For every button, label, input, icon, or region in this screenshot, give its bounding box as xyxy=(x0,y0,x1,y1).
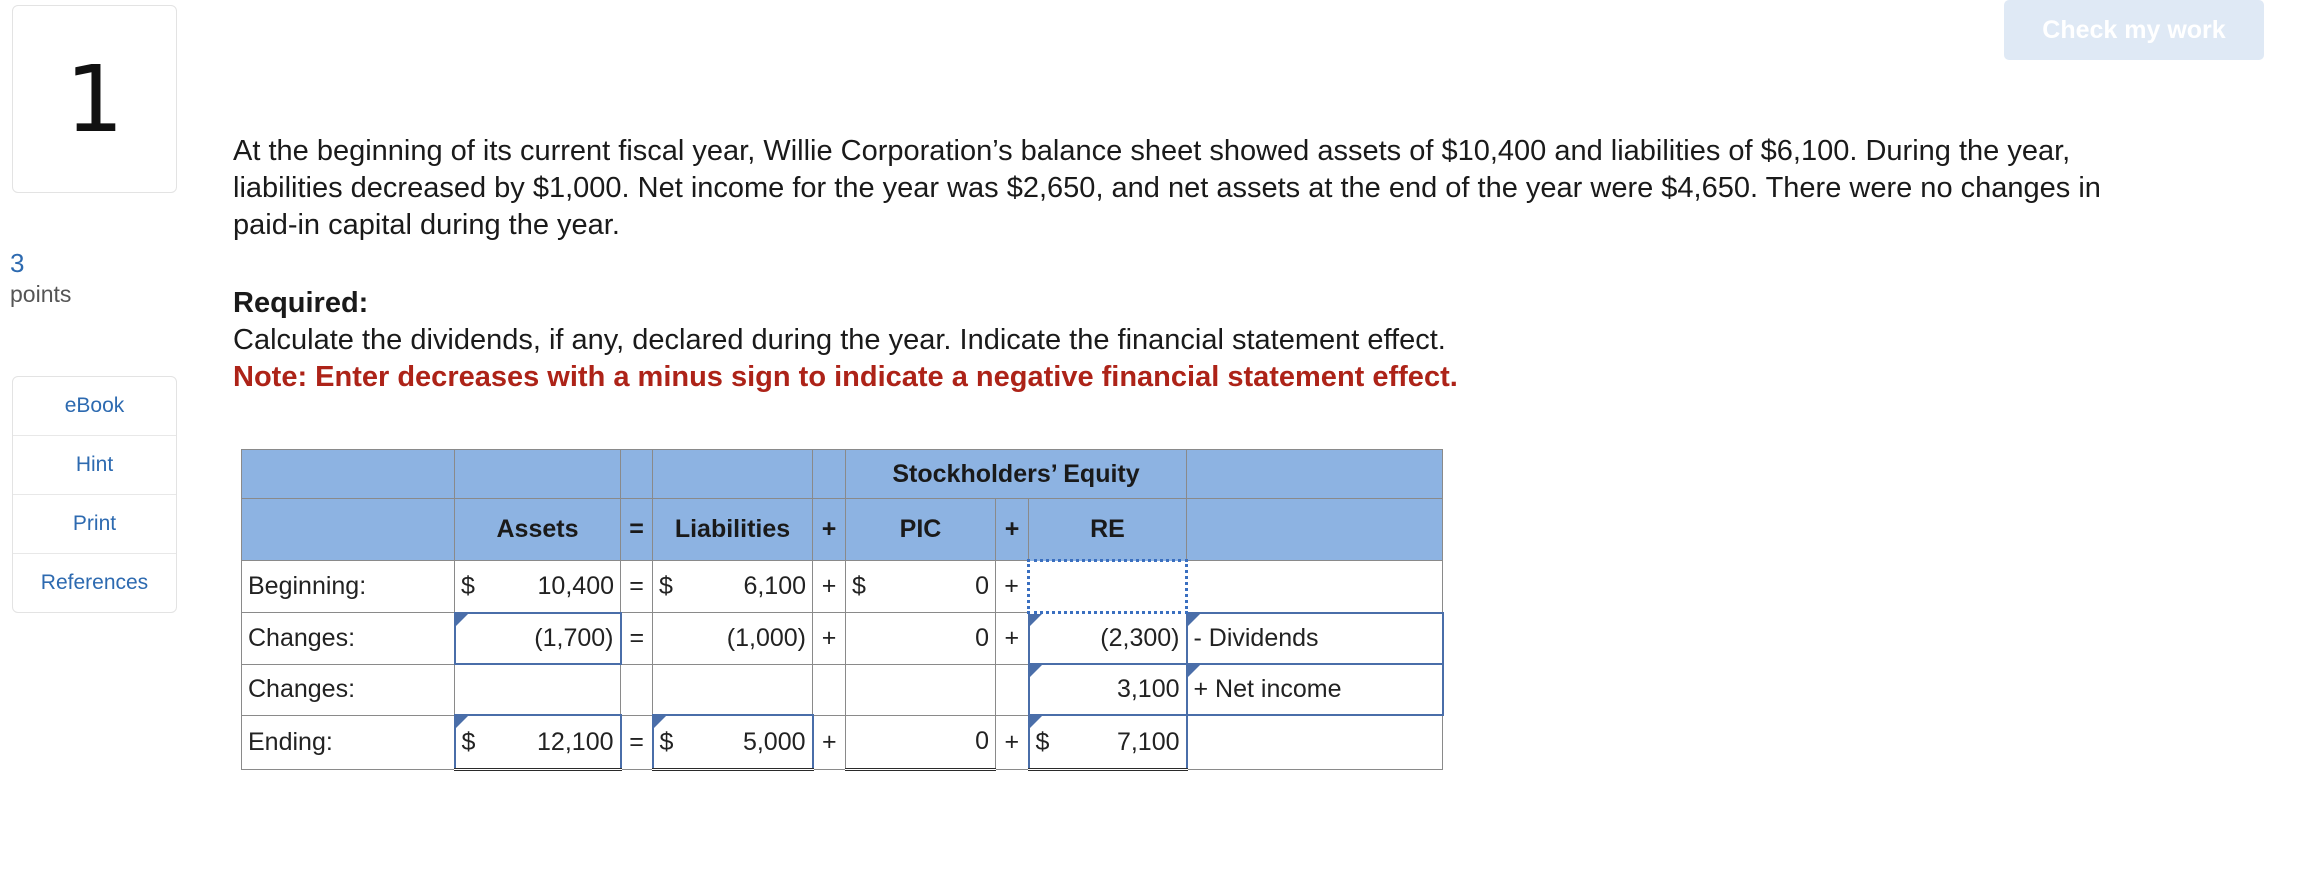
header-row-group xyxy=(242,450,1443,499)
print-link[interactable]: Print xyxy=(13,495,176,554)
table-row-ending xyxy=(242,715,1443,770)
re-value: 7,100 xyxy=(1116,727,1180,756)
hint-link[interactable]: Hint xyxy=(13,436,176,495)
currency-symbol: $ xyxy=(659,727,674,756)
plus-sign: + xyxy=(813,613,846,665)
pic-value: 0 xyxy=(846,613,996,665)
pic-cell xyxy=(846,664,996,715)
dividends-description-input[interactable] xyxy=(1187,613,1443,665)
required-text: Calculate the dividends, if any, declared during the year. Indicate the financial statement effect. xyxy=(233,324,1446,356)
financial-statement-effects-table xyxy=(241,449,1444,771)
re-ending-input[interactable] xyxy=(1029,715,1187,770)
description-cell xyxy=(1187,715,1443,770)
description-cell xyxy=(1187,561,1443,613)
plus-sign: + xyxy=(813,561,846,613)
question-text: At the beginning of its current fiscal year, Willie Corporation’s balance sheet showed assets of $10,400 and liabilities of $6,100. During the year, liabilities decreased by $1,000. Net income for the year was $2,650, and net assets at the end of the year were $4,650. There were no changes in paid-in capital during the year. xyxy=(233,135,2101,241)
liabilities-ending-input[interactable] xyxy=(653,715,813,770)
assets-cell xyxy=(455,561,621,613)
question-number-box xyxy=(12,5,177,193)
question-number: 1 xyxy=(65,45,124,153)
liabilities-cell xyxy=(653,664,813,715)
equals-sign: = xyxy=(621,715,653,770)
assets-header: Assets xyxy=(455,499,621,561)
re-value: 3,100 xyxy=(1116,675,1180,703)
liabilities-value: 6,100 xyxy=(743,572,806,600)
currency-symbol: $ xyxy=(852,572,866,600)
liabilities-value: 5,000 xyxy=(742,727,806,756)
re-net-income-input[interactable] xyxy=(1029,664,1187,715)
currency-symbol: $ xyxy=(461,571,475,600)
currency-symbol: $ xyxy=(1035,727,1050,756)
table-row-changes-net-income xyxy=(242,664,1443,715)
pic-value: 0 xyxy=(975,572,989,600)
currency-symbol: $ xyxy=(659,572,673,600)
assets-ending-input[interactable] xyxy=(455,715,621,770)
re-value: (2,300) xyxy=(1100,624,1180,652)
equals-sign: = xyxy=(621,561,653,613)
table-row-beginning xyxy=(242,561,1443,613)
re-dividends-input[interactable] xyxy=(1029,613,1187,665)
row-label: Changes: xyxy=(242,613,455,665)
plus-sign: + xyxy=(813,715,846,770)
pic-header: PIC xyxy=(846,499,996,561)
liabilities-value: (1,000) xyxy=(653,613,813,665)
points-value: 3 xyxy=(10,248,25,278)
plus-sign: + xyxy=(996,561,1029,613)
description-text: - Dividends xyxy=(1193,623,1319,652)
question-body xyxy=(233,133,2153,396)
points-indicator xyxy=(10,248,71,310)
equals-sign xyxy=(621,664,653,715)
liabilities-header: Liabilities xyxy=(653,499,813,561)
references-link[interactable]: References xyxy=(40,571,149,594)
ebook-link[interactable]: eBook xyxy=(13,377,176,436)
equals-header: = xyxy=(621,499,653,561)
check-my-work-button[interactable]: Check my work xyxy=(2004,0,2264,60)
pic-value: 0 xyxy=(846,715,996,770)
liabilities-cell xyxy=(653,561,813,613)
table-row-changes-dividends xyxy=(242,613,1443,665)
plus-header: + xyxy=(996,499,1029,561)
plus-sign: + xyxy=(996,715,1029,770)
pic-cell xyxy=(846,561,996,613)
re-header: RE xyxy=(1029,499,1187,561)
required-title: Required: xyxy=(233,287,369,319)
header-row-columns xyxy=(242,499,1443,561)
resource-menu xyxy=(12,376,177,613)
assets-value: 10,400 xyxy=(537,571,614,600)
plus-sign xyxy=(996,664,1029,715)
re-input-beginning[interactable] xyxy=(1029,561,1187,613)
plus-sign: + xyxy=(996,613,1029,665)
row-label: Changes: xyxy=(242,664,455,715)
points-label: points xyxy=(10,281,72,307)
description-text: + Net income xyxy=(1193,675,1342,703)
assets-cell xyxy=(455,664,621,715)
equals-sign: = xyxy=(621,613,653,665)
row-label: Ending: xyxy=(242,715,455,770)
currency-symbol: $ xyxy=(461,727,476,756)
row-label: Beginning: xyxy=(242,561,455,613)
plus-header: + xyxy=(813,499,846,561)
instruction-note: Note: Enter decreases with a minus sign to indicate a negative financial statement effect. xyxy=(233,361,1458,393)
stockholders-equity-header: Stockholders’ Equity xyxy=(846,450,1187,499)
net-income-description-input[interactable] xyxy=(1187,664,1443,715)
plus-sign xyxy=(813,664,846,715)
assets-change-input[interactable] xyxy=(455,613,621,665)
assets-value: (1,700) xyxy=(534,623,614,652)
assets-value: 12,100 xyxy=(537,727,614,756)
